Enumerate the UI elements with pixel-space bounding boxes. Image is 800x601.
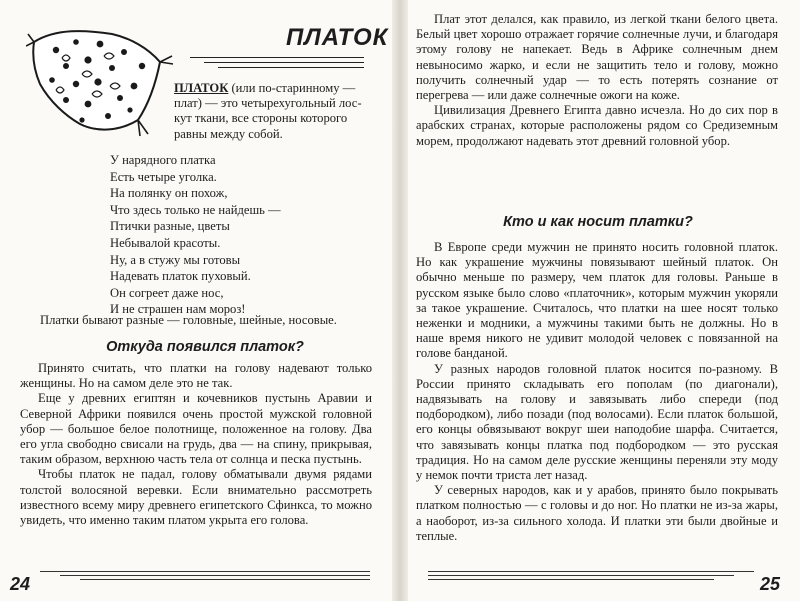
right-body-top xyxy=(416,12,778,149)
body-paragraph: У разных народов головной платок носится по-разному. В России принято складывать его пополам (по диагонали), надвязывать на голову и завязывать либо спереди (под подбородком), либо позади (под волосами). Если платок большой, его концы обвязывают вокруг шеи наподобие шарфа. Считается, что завязывать концы платка под подбородком — это русская традиция. Но на самом деле русские женщины переняли эту моду у немок почти триста лет назад. xyxy=(416,361,778,483)
title-rule xyxy=(204,62,364,63)
footer-rules xyxy=(428,571,754,583)
scarf-illustration-icon xyxy=(26,20,176,140)
footer-rules xyxy=(40,571,370,583)
body-paragraph: В Европе среди мужчин не принято носить головной платок. Но как украшение мужчины повязывают шейный платок. Он обычно меньше по размеру, чем платок для головы. Раньше в русском языке было слово «платочник», которым мужчин укоряли за такое украшение. Считалось, что платки на шее носят только неженки и модники, а мужчины такими быть не должны. Но в наше время никого не удивит молодой человек с повязанной на голове банданой. xyxy=(416,240,778,361)
intro-line: равны между собой. xyxy=(174,126,283,141)
intro-line: (или по-старинному — xyxy=(228,81,356,95)
poem-line: Ну, а в стужу мы готовы xyxy=(110,252,241,267)
body-paragraph: Еще у древних египтян и кочевников пустынь Аравии и Северной Африки появился очень простой мужской головной убор — большое белое полотнище, положенное на голову. Два его угла свободно свисали на грудь, два — на спину, прикрывая, таким образом, верхнюю часть тела от солнца и песка пустынь. xyxy=(20,391,372,467)
body-paragraph: Плат этот делался, как правило, из легкой ткани белого цвета. Белый цвет хорошо отражает горячие солнечные лучи, и благодаря этому голову не напекает. Ведь в Африке солнечным днем невыносимо жарко, и если не защитить тело и голову, можно получить солнечный удар — то есть потерять сознание от перегрева — или даже солнечные ожоги на коже. xyxy=(416,12,778,103)
poem-line: Есть четыре уголка. xyxy=(110,169,217,184)
right-page xyxy=(408,0,800,601)
poem-line: Небывалой красоты. xyxy=(110,235,221,250)
poem-line: На полянку он похож, xyxy=(110,186,228,201)
intro-term: ПЛАТОК xyxy=(174,81,229,95)
kinds-text: Платки бывают разные — головные, шейные, носовые. xyxy=(40,313,337,327)
page-number: 24 xyxy=(10,574,31,594)
body-paragraph: Цивилизация Древнего Египта давно исчезла. Но до сих пор в арабских странах, которые расположены рядом со Средиземным морем, продолжают надевать этот древний головной убор. xyxy=(416,103,778,148)
title-rule xyxy=(218,67,364,68)
poem-line: Что здесь только не найдешь — xyxy=(110,202,281,217)
poem-line: У нарядного платка xyxy=(110,153,216,167)
poem-line: И не страшен нам мороз! xyxy=(110,302,246,317)
intro-paragraph xyxy=(174,81,364,142)
right-body-bottom xyxy=(416,240,778,544)
left-body xyxy=(20,361,372,528)
poem xyxy=(110,152,281,318)
page-title: ПЛАТОК xyxy=(286,24,389,51)
poem-line: Надевать платок пуховый. xyxy=(110,269,251,284)
page-number: 25 xyxy=(760,574,781,594)
poem-line: Он согреет даже нос, xyxy=(110,285,224,300)
body-paragraph: У северных народов, как и у арабов, принято было покрывать платком полностью — с головы и до ног. Но платки не из-за жары, а наоборот, из-за сильного холода. И платки эти были двойные и теплые. xyxy=(416,483,778,543)
book-gutter xyxy=(392,0,408,601)
poem-line: Птички разные, цветы xyxy=(110,219,230,234)
section-heading: Кто и как носит платки? xyxy=(503,214,693,230)
body-paragraph: Чтобы платок не падал, голову обматывали двумя рядами толстой волосяной веревки. Если внимательно рассмотреть известного всему миру древнего египетского Сфинкса, то можно увидеть, что именно таким платом укрыта его голова. xyxy=(20,467,372,528)
intro-line: кут ткани, все стороны которого xyxy=(174,111,348,126)
title-rule xyxy=(190,57,364,58)
section-heading: Откуда появился платок? xyxy=(106,339,304,355)
intro-line: плат) — это четырехугольный лос- xyxy=(174,96,362,111)
left-page xyxy=(0,0,392,601)
kinds-paragraph xyxy=(40,313,370,328)
body-paragraph: Принято считать, что платки на голову надевают только женщины. Но на самом деле это не так. xyxy=(20,361,372,391)
